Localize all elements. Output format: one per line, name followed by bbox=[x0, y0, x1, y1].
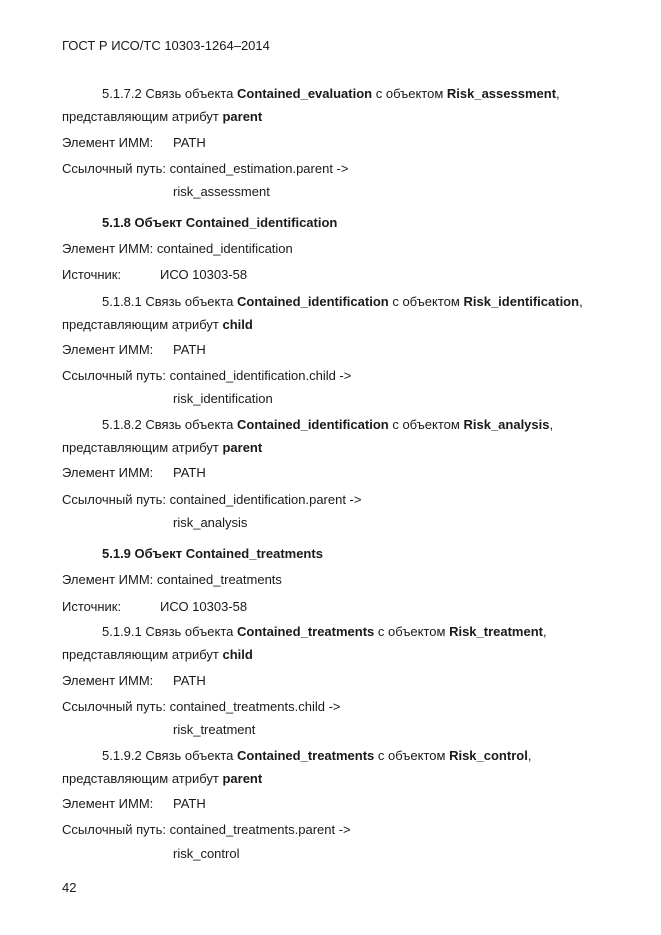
clause-5-1-7-2-path: Ссылочный путь: contained_estimation.parent -> bbox=[62, 161, 349, 176]
clause-5-1-9-1-title: 5.1.9.1 Связь объекта Contained_treatments с объектом Risk_treatment, bbox=[102, 624, 547, 639]
clause-5-1-8-1-path: Ссылочный путь: contained_identification.child -> bbox=[62, 368, 352, 383]
section-5-1-8-source: Источник: ИСО 10303-58 bbox=[62, 267, 248, 282]
clause-5-1-8-1-title: 5.1.8.1 Связь объекта Contained_identification с объектом Risk_identification, bbox=[102, 294, 583, 309]
section-5-1-9-element: Элемент ИММ: contained_treatments bbox=[62, 572, 282, 587]
clause-5-1-8-2-path: Ссылочный путь: contained_identification.parent -> bbox=[62, 492, 362, 507]
section-5-1-9-source: Источник: ИСО 10303-58 bbox=[62, 599, 248, 614]
page-number: 42 bbox=[62, 880, 77, 895]
clause-5-1-8-1-path-cont: risk_identification bbox=[173, 391, 273, 406]
clause-5-1-8-1-attr: представляющим атрибут child bbox=[62, 317, 253, 332]
clause-5-1-9-2-path-cont: risk_control bbox=[173, 846, 240, 861]
clause-5-1-7-2-title: 5.1.7.2 Связь объекта Contained_evaluation с объектом Risk_assessment, bbox=[102, 86, 560, 101]
clause-5-1-9-1-path-cont: risk_treatment bbox=[173, 722, 256, 737]
section-5-1-9-heading: 5.1.9 Объект Contained_treatments bbox=[102, 546, 323, 561]
clause-5-1-8-2-title: 5.1.8.2 Связь объекта Contained_identification с объектом Risk_analysis, bbox=[102, 417, 554, 432]
clause-5-1-8-2-element: Элемент ИММ: PATH bbox=[62, 465, 206, 480]
clause-5-1-9-2-element: Элемент ИММ: PATH bbox=[62, 796, 206, 811]
clause-5-1-9-2-attr: представляющим атрибут parent bbox=[62, 771, 263, 786]
clause-5-1-8-2-path-cont: risk_analysis bbox=[173, 515, 248, 530]
clause-5-1-9-1-path: Ссылочный путь: contained_treatments.child -> bbox=[62, 699, 341, 714]
page-header: ГОСТ Р ИСО/ТС 10303-1264–2014 bbox=[62, 38, 270, 53]
clause-5-1-9-2-path: Ссылочный путь: contained_treatments.parent -> bbox=[62, 822, 351, 837]
clause-5-1-7-2-attr: представляющим атрибут parent bbox=[62, 109, 263, 124]
clause-5-1-7-2-element: Элемент ИММ: PATH bbox=[62, 135, 206, 150]
clause-5-1-9-1-attr: представляющим атрибут child bbox=[62, 647, 253, 662]
section-5-1-8-heading: 5.1.8 Объект Contained_identification bbox=[102, 215, 338, 230]
clause-5-1-9-1-element: Элемент ИММ: PATH bbox=[62, 673, 206, 688]
clause-5-1-8-2-attr: представляющим атрибут parent bbox=[62, 440, 263, 455]
clause-5-1-7-2-path-cont: risk_assessment bbox=[173, 184, 270, 199]
clause-5-1-9-2-title: 5.1.9.2 Связь объекта Contained_treatments с объектом Risk_control, bbox=[102, 748, 532, 763]
clause-5-1-8-1-element: Элемент ИММ: PATH bbox=[62, 342, 206, 357]
section-5-1-8-element: Элемент ИММ: contained_identification bbox=[62, 241, 293, 256]
